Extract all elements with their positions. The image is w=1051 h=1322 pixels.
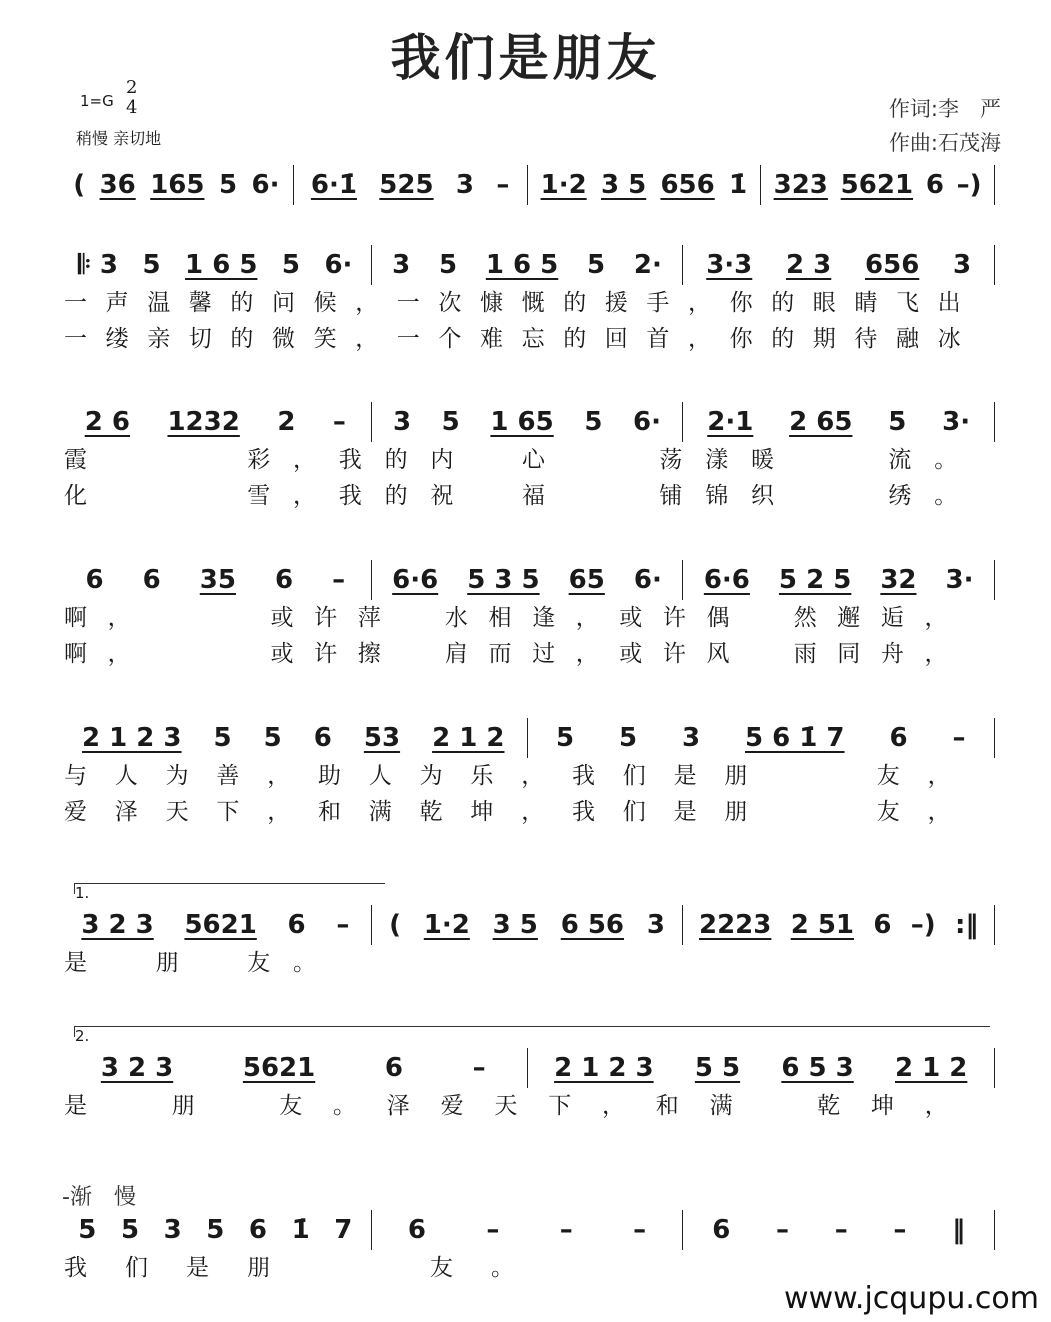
note-group: ‖ [952,1215,966,1245]
lyric-line: 我们是朋 友。 [64,1255,968,1281]
note-group: 3·3 [706,250,753,280]
note-group: 5 5 [694,1053,741,1083]
note-group: 1̇ [729,170,748,200]
note-group: – [633,1215,647,1245]
note-group: 6· [251,170,280,200]
notes-row [60,718,995,758]
notes-row [60,245,995,285]
measure [683,245,995,285]
time-top: 2 [126,77,138,98]
note-group: 5 [142,250,161,280]
note-group: 5621 [184,910,257,940]
note-group: 1232 [167,407,240,437]
note-group: 2· [633,250,662,280]
note-group: 3 [455,170,474,200]
measure [528,1048,996,1088]
note-group: 5 [555,723,575,753]
measure [528,165,762,205]
note-group: 2 6 [84,407,130,437]
note-group: 1̇ [291,1215,310,1245]
note-group: – [559,1215,573,1245]
note-group: –) [956,170,982,200]
note-group: – [893,1215,907,1245]
note-group: 6 [248,1215,267,1245]
measure [761,165,995,205]
measure [60,1210,372,1250]
note-group: 5 6 1̇ 7 [745,723,845,753]
note-group: 3 2 3 [81,910,154,940]
note-group: 3· [942,407,971,437]
note-group: 656 [865,250,920,280]
note-group: – [486,1215,500,1245]
notes-row [60,560,995,600]
note-group: 2·1 [707,407,754,437]
notes-row [60,1210,995,1250]
measure [60,905,372,945]
staff-system [60,1027,995,1124]
measure [372,905,684,945]
note-group: – [332,565,346,595]
note-group: 2 1 2 [432,723,505,753]
note-group: 3 [681,723,701,753]
note-group: 5 [438,250,458,280]
note-group: 6 [287,910,306,940]
note-group: 1 6 5 [185,250,258,280]
note-group: – [775,1215,789,1245]
note-group: 2 51 [790,910,855,940]
note-group: 6 [925,170,944,200]
note-group: –) [910,910,936,940]
lyric-line: 啊， 或许萍 水相逢，或许偶 然邂逅， [64,605,969,631]
staff-system [60,560,995,672]
note-group: 2 [277,407,296,437]
note-group: 7 [334,1215,353,1245]
note-group: 6 [407,1215,426,1245]
measure [372,245,684,285]
measure [60,165,294,205]
note-group: 2 1 2 3 [82,723,182,753]
measure [528,718,996,758]
note-group: 65 [568,565,605,595]
note-group: 5 [263,723,282,753]
notes-row [60,905,995,945]
note-group: 6 56 [560,910,625,940]
staff-system [60,1185,995,1286]
lyric-line: 是 朋 友。泽爱天下，和满 乾坤， [64,1093,979,1119]
measure [683,905,995,945]
note-group: 5 [587,250,606,280]
measure [683,1210,995,1250]
lyricist: 作词:李 严 [888,97,1001,121]
time-bottom: 4 [126,97,138,118]
note-group: 6·6 [392,565,439,595]
note-group: 2 65 [789,407,853,437]
lyric-line: 啊， 或许擦 肩而过，或许风 雨同舟， [64,641,969,667]
lyric-line: 爱泽天下，和满乾坤，我们是朋 友， [64,799,979,825]
tempo-change-mark: -渐 慢 [62,1185,136,1210]
note-group: 35 [199,565,236,595]
measure [372,402,684,442]
measure [60,402,372,442]
note-group: 6 [274,565,294,595]
note-group: :‖ [954,910,979,940]
note-group: 525 [379,170,434,200]
note-group: 2 1 2 [894,1053,968,1083]
time-signature [126,78,137,118]
note-group: 6· [324,250,353,280]
note-group: 5 [120,1215,140,1245]
staff-system [60,402,995,514]
measure [372,1210,684,1250]
lyric-line: 一缕亲切的微笑，一个难忘的回首，你的期待融冰 [64,326,980,352]
note-group: 53 [363,723,401,753]
note-group: 3 [392,407,412,437]
staff-system [60,245,995,357]
note-group: 32 [880,565,917,595]
credits [889,92,1001,160]
lyric-line: 化 雪，我的祝 福 铺锦织 绣。 [64,483,980,509]
note-group: 6 [889,723,908,753]
volta-bracket: 1. [74,883,385,894]
note-group: – [834,1215,848,1245]
note-group: – [496,170,510,200]
note-group: 6 [712,1215,731,1245]
note-group: 6· [633,407,661,437]
note-group: 5621 [242,1053,316,1083]
note-group: 5 [218,170,238,200]
note-group: 6 [85,565,104,595]
staff-system [60,718,995,830]
measure [60,245,372,285]
note-group: – [332,407,346,437]
note-group: 3· [945,565,974,595]
note-group: – [472,1053,486,1083]
note-group: 5 [618,723,638,753]
notes-row [60,402,995,442]
volta-bracket: 2. [74,1026,990,1037]
note-group: 6 [142,565,161,595]
note-group: 2 1 2 3 [554,1053,654,1083]
measure [294,165,528,205]
note-group: 𝄆 3 [78,249,119,280]
measure [60,560,372,600]
note-group: 3 [953,250,972,280]
note-group: 3 [646,910,665,940]
note-group: 5 [888,407,907,437]
lyric-line: 一声温馨的问候，一次慷慨的援手，你的眼睛飞出 [64,290,980,316]
note-group: 6 [873,910,892,940]
note-group: 656 [660,170,715,200]
measure [683,560,995,600]
note-group: 1 65 [490,407,554,437]
note-group: 323 [773,170,828,200]
measure [372,560,684,600]
note-group: 5 [78,1215,97,1245]
lyric-line: 霞 彩，我的内 心 荡漾暖 流。 [64,447,980,473]
note-group: 6 [313,723,332,753]
note-group: 5 2 5 [778,565,852,595]
note-group: 6·6 [703,565,750,595]
measure [683,402,995,442]
note-group: 2 3 [786,250,832,280]
note-group: 1·2 [423,910,470,940]
note-group: 6 5 3 [781,1053,854,1083]
lyric-line: 与人为善，助人为乐，我们是朋 友， [64,763,979,789]
watermark: www.jcqupu.com [784,1281,1039,1316]
note-group: 6· [633,565,662,595]
staff-system [60,884,995,981]
note-group: 36 [99,170,136,200]
note-group: 5 [441,407,460,437]
note-group: 3 5 [600,170,647,200]
note-group: 1·2 [540,170,587,200]
note-group: 6 [384,1053,403,1083]
note-group: – [336,910,350,940]
staff-system [60,165,995,205]
note-group: – [952,723,966,753]
measure [60,718,528,758]
note-group: 165 [150,170,205,200]
note-group: 5 [281,250,300,280]
note-group: 3 [392,250,411,280]
tempo-marking: 稍慢 亲切地 [76,129,162,148]
note-group: ( [389,910,401,940]
lyric-line: 是 朋 友。 [64,950,969,976]
note-group: 1 6 5 [485,250,559,280]
note-group: ( [73,170,86,200]
note-group: 6·1̇ [310,170,357,200]
note-group: 5 [206,1215,225,1245]
note-group: 5 [213,723,232,753]
key-signature: 1=G [80,92,114,110]
notes-row [60,1048,995,1088]
song-title: 我们是朋友 [390,28,661,87]
note-group: 3 [163,1215,182,1245]
notes-row [60,165,995,205]
note-group: 3 2 3 [100,1053,174,1083]
note-group: 2223 [699,910,772,940]
note-group: 5621 [840,170,914,200]
measure [60,1048,528,1088]
composer: 作曲:石茂海 [888,131,1001,155]
note-group: 5 3 5 [467,565,540,595]
note-group: 5 [584,407,603,437]
note-group: 3 5 [492,910,538,940]
